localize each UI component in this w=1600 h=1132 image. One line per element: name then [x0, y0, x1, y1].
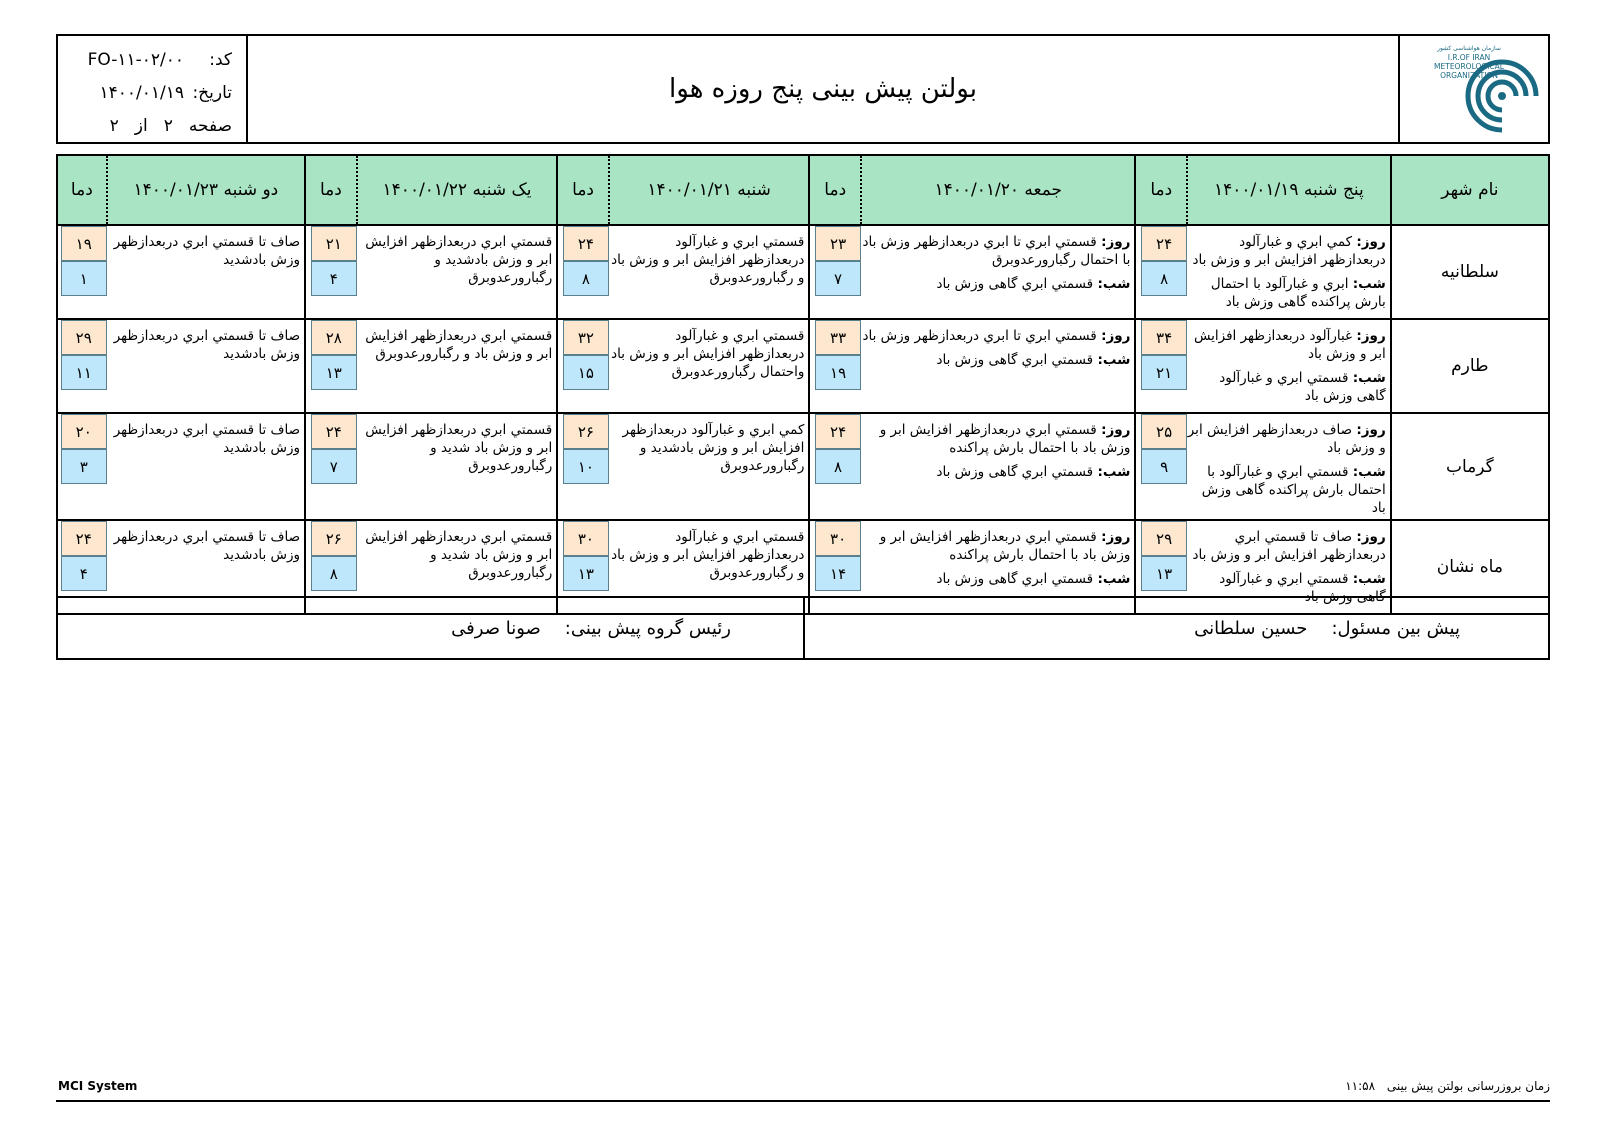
min-temp: ۱۳: [311, 355, 357, 390]
max-temp: ۲۶: [563, 414, 609, 449]
min-temp: ۱۹: [815, 355, 861, 390]
day-label: روز:: [1356, 328, 1386, 344]
min-temp: ۱۰: [563, 449, 609, 484]
code-row: [76, 44, 232, 77]
max-temp: ۲۴: [311, 414, 357, 449]
night-forecast: قسمتي ابري و غبارآلود با احتمال بارش پراكنده گاهی وزش باد: [1201, 464, 1386, 516]
temp-cell: [1135, 319, 1187, 413]
min-temp: ۴: [61, 556, 107, 591]
logo-line-fa: سازمان هواشناسی کشور: [1437, 45, 1501, 52]
document-meta: [58, 36, 248, 142]
forecaster-signature: [803, 598, 1548, 658]
max-temp: ۲۸: [311, 320, 357, 355]
bulletin-header: [56, 34, 1550, 144]
forecast-cell: [1187, 225, 1391, 319]
forecast-text: قسمتي ابري دربعدازظهر افزايش ابر و وزش بادشديد و رگبارورعدوبرق: [357, 225, 557, 319]
min-temp: ۱۱: [61, 355, 107, 390]
min-temp: ۷: [311, 449, 357, 484]
max-temp: ۲۴: [61, 521, 107, 556]
day-forecast: صاف تا قسمتي ابري دربعدازظهر افزايش ابر و وزش باد: [1192, 529, 1386, 563]
head-name: صونا صرفی: [451, 617, 541, 639]
forecast-text: صاف تا قسمتي ابري دربعدازظهر وزش بادشديد: [107, 413, 305, 520]
min-temp: ۸: [311, 556, 357, 591]
page-of: از: [134, 116, 148, 136]
night-forecast: قسمتي ابري گاهی وزش باد: [936, 464, 1094, 480]
day-forecast: كمي ابري و غبارآلود دربعدازظهر افزايش ابر و وزش باد: [1192, 234, 1386, 268]
temp-cell: [305, 225, 357, 319]
head-signature: [58, 598, 803, 658]
temp-column-header-3: دما: [557, 155, 609, 225]
night-forecast: قسمتي ابري گاهی وزش باد: [936, 571, 1094, 587]
night-label: شب:: [1097, 464, 1131, 480]
forecast-text: قسمتي ابري دربعدازظهر افزايش ابر و وزش باد شديد و رگبارورعدوبرق: [357, 413, 557, 520]
temp-column-header-4: دما: [305, 155, 357, 225]
min-temp: ۹: [1141, 449, 1187, 484]
night-forecast: قسمتي ابري و غبارآلود گاهی وزش باد: [1219, 571, 1386, 605]
max-temp: ۲۹: [61, 320, 107, 355]
forecast-text: قسمتي ابري دربعدازظهر افزايش ابر و وزش باد شديد و رگبارورعدوبرق: [357, 520, 557, 614]
temp-cell: [1135, 225, 1187, 319]
table-row: [57, 413, 1549, 520]
forecast-text: قسمتي ابري دربعدازظهر افزايش ابر و وزش باد و رگبارورعدوبرق: [357, 319, 557, 413]
night-label: شب:: [1097, 352, 1131, 368]
organization-logo: [1398, 36, 1548, 142]
day-column-header-3: شنبه ۱۴۰۰/۰۱/۲۱: [609, 155, 809, 225]
page-row: [76, 110, 232, 143]
night-forecast: قسمتي ابري گاهی وزش باد: [936, 276, 1094, 292]
max-temp: ۱۹: [61, 226, 107, 261]
max-temp: ۳۳: [815, 320, 861, 355]
forecast-text: قسمتي ابري و غبارآلود دربعدازظهر افزايش ابر و وزش باد و رگبارورعدوبرق: [609, 225, 809, 319]
forecast-cell: [861, 225, 1135, 319]
max-temp: ۲۶: [311, 521, 357, 556]
temp-cell: [57, 413, 107, 520]
day-column-header-1: پنج شنبه ۱۴۰۰/۰۱/۱۹: [1187, 155, 1391, 225]
logo-line-1: I.R.OF IRAN: [1447, 53, 1491, 62]
min-temp: ۱۴: [815, 556, 861, 591]
temp-cell: [57, 225, 107, 319]
code-value: FO-۱۱-۰۲/۰۰: [87, 50, 184, 70]
forecaster-name: حسین سلطانی: [1194, 617, 1308, 639]
signature-block: [56, 596, 1550, 660]
day-column-header-4: یک شنبه ۱۴۰۰/۰۱/۲۲: [357, 155, 557, 225]
forecast-text: صاف تا قسمتي ابري دربعدازظهر وزش بادشديد: [107, 225, 305, 319]
temp-cell: [557, 225, 609, 319]
night-label: شب:: [1352, 276, 1386, 292]
night-label: شب:: [1352, 370, 1386, 386]
date-value: ۱۴۰۰/۰۱/۱۹: [99, 83, 184, 103]
max-temp: ۲۴: [1141, 226, 1187, 261]
forecaster-label: پیش بین مسئول:: [1331, 617, 1460, 639]
day-forecast: صاف دربعدازظهر افزايش ابر و وزش باد: [1187, 422, 1386, 456]
max-temp: ۲۴: [815, 414, 861, 449]
temp-cell: [557, 319, 609, 413]
temp-cell: [57, 319, 107, 413]
min-temp: ۴: [311, 261, 357, 296]
temp-cell: [809, 225, 861, 319]
page-label: صفحه: [188, 116, 232, 136]
day-label: روز:: [1356, 234, 1386, 250]
page-number: ۲: [163, 116, 173, 136]
city-name: گرماب: [1391, 413, 1549, 520]
code-label: کد:: [209, 50, 232, 70]
night-forecast: قسمتي ابري و غبارآلود گاهی وزش باد: [1219, 370, 1386, 404]
forecast-cell: [861, 319, 1135, 413]
city-name: ماه نشان: [1391, 520, 1549, 614]
forecast-cell: [1187, 319, 1391, 413]
update-info: [1345, 1079, 1550, 1093]
day-forecast: قسمتي ابري تا ابري دربعدازظهر وزش باد: [862, 328, 1097, 344]
forecast-text: قسمتي ابري و غبارآلود دربعدازظهر افزايش ابر و وزش باد و رگبارورعدوبرق: [609, 520, 809, 614]
head-label: رئیس گروه پیش بینی:: [564, 617, 731, 639]
forecast-text: صاف تا قسمتي ابري دربعدازظهر وزش بادشديد: [107, 520, 305, 614]
day-column-header-2: جمعه ۱۴۰۰/۰۱/۲۰: [861, 155, 1135, 225]
night-label: شب:: [1097, 571, 1131, 587]
night-label: شب:: [1097, 276, 1131, 292]
page-title: بولتن پیش بینی پنج روزه هوا: [669, 74, 977, 104]
day-forecast: غبارآلود دربعدازظهر افزايش ابر و وزش باد: [1193, 328, 1386, 362]
day-label: روز:: [1356, 422, 1386, 438]
temp-cell: [557, 413, 609, 520]
min-temp: ۱۵: [563, 355, 609, 390]
max-temp: ۲۳: [815, 226, 861, 261]
day-forecast: قسمتي ابري دربعدازظهر افزايش ابر و وزش باد با احتمال بارش پراكنده: [879, 422, 1131, 456]
min-temp: ۷: [815, 261, 861, 296]
date-label: تاریخ:: [192, 83, 232, 103]
night-label: شب:: [1352, 571, 1386, 587]
update-time: ۱۱:۵۸: [1345, 1079, 1376, 1093]
day-forecast: قسمتي ابري دربعدازظهر افزايش ابر و وزش باد با احتمال بارش پراكنده: [879, 529, 1131, 563]
page-footer: [56, 1078, 1550, 1102]
night-forecast: ابري و غبارآلود با احتمال بارش پراكنده گاهی وزش باد: [1210, 276, 1386, 310]
temp-cell: [809, 413, 861, 520]
min-temp: ۱: [61, 261, 107, 296]
temp-column-header-5: دما: [57, 155, 107, 225]
table-row: [57, 225, 1549, 319]
temp-column-header-1: دما: [1135, 155, 1187, 225]
date-row: [76, 77, 232, 110]
min-temp: ۸: [563, 261, 609, 296]
table-header-row: [57, 155, 1549, 225]
day-forecast: قسمتي ابري تا ابري دربعدازظهر وزش باد با احتمال رگبارورعدوبرق: [862, 234, 1131, 268]
night-label: شب:: [1352, 464, 1386, 480]
city-name: سلطانیه: [1391, 225, 1549, 319]
forecast-table: [56, 154, 1550, 615]
forecast-cell: [861, 413, 1135, 520]
table-row: [57, 319, 1549, 413]
day-label: روز:: [1101, 529, 1131, 545]
max-temp: ۲۴: [563, 226, 609, 261]
temp-cell: [305, 413, 357, 520]
logo-text: [1434, 44, 1504, 80]
min-temp: ۳: [61, 449, 107, 484]
temp-cell: [305, 319, 357, 413]
day-label: روز:: [1356, 529, 1386, 545]
logo-line-3: ORGANIZATION: [1440, 71, 1498, 80]
page-total: ۲: [109, 116, 119, 136]
temp-cell: [1135, 413, 1187, 520]
city-column-header: نام شهر: [1391, 155, 1549, 225]
day-label: روز:: [1101, 328, 1131, 344]
forecast-cell: [1187, 413, 1391, 520]
max-temp: ۲۱: [311, 226, 357, 261]
day-column-header-5: دو شنبه ۱۴۰۰/۰۱/۲۳: [107, 155, 305, 225]
max-temp: ۳۰: [815, 521, 861, 556]
max-temp: ۲۰: [61, 414, 107, 449]
forecast-text: صاف تا قسمتي ابري دربعدازظهر وزش بادشديد: [107, 319, 305, 413]
system-name: MCI System: [58, 1079, 138, 1093]
min-temp: ۸: [815, 449, 861, 484]
update-label: زمان بروزرسانی بولتن پیش بینی: [1386, 1079, 1550, 1093]
temp-column-header-2: دما: [809, 155, 861, 225]
logo-line-2: METEOROLOGICAL: [1434, 62, 1504, 71]
forecast-text: كمي ابري و غبارآلود دربعدازظهر افزايش ابر و وزش بادشديد و رگبارورعدوبرق: [609, 413, 809, 520]
min-temp: ۸: [1141, 261, 1187, 296]
night-forecast: قسمتي ابري گاهی وزش باد: [936, 352, 1094, 368]
min-temp: ۱۳: [1141, 556, 1187, 591]
forecast-text: قسمتي ابري و غبارآلود دربعدازظهر افزايش ابر و وزش باد واحتمال رگبارورعدوبرق: [609, 319, 809, 413]
temp-cell: [809, 319, 861, 413]
day-label: روز:: [1101, 234, 1131, 250]
max-temp: ۲۵: [1141, 414, 1187, 449]
max-temp: ۳۲: [563, 320, 609, 355]
max-temp: ۳۰: [563, 521, 609, 556]
day-label: روز:: [1101, 422, 1131, 438]
min-temp: ۲۱: [1141, 355, 1187, 390]
max-temp: ۳۴: [1141, 320, 1187, 355]
max-temp: ۲۹: [1141, 521, 1187, 556]
city-name: طارم: [1391, 319, 1549, 413]
min-temp: ۱۳: [563, 556, 609, 591]
